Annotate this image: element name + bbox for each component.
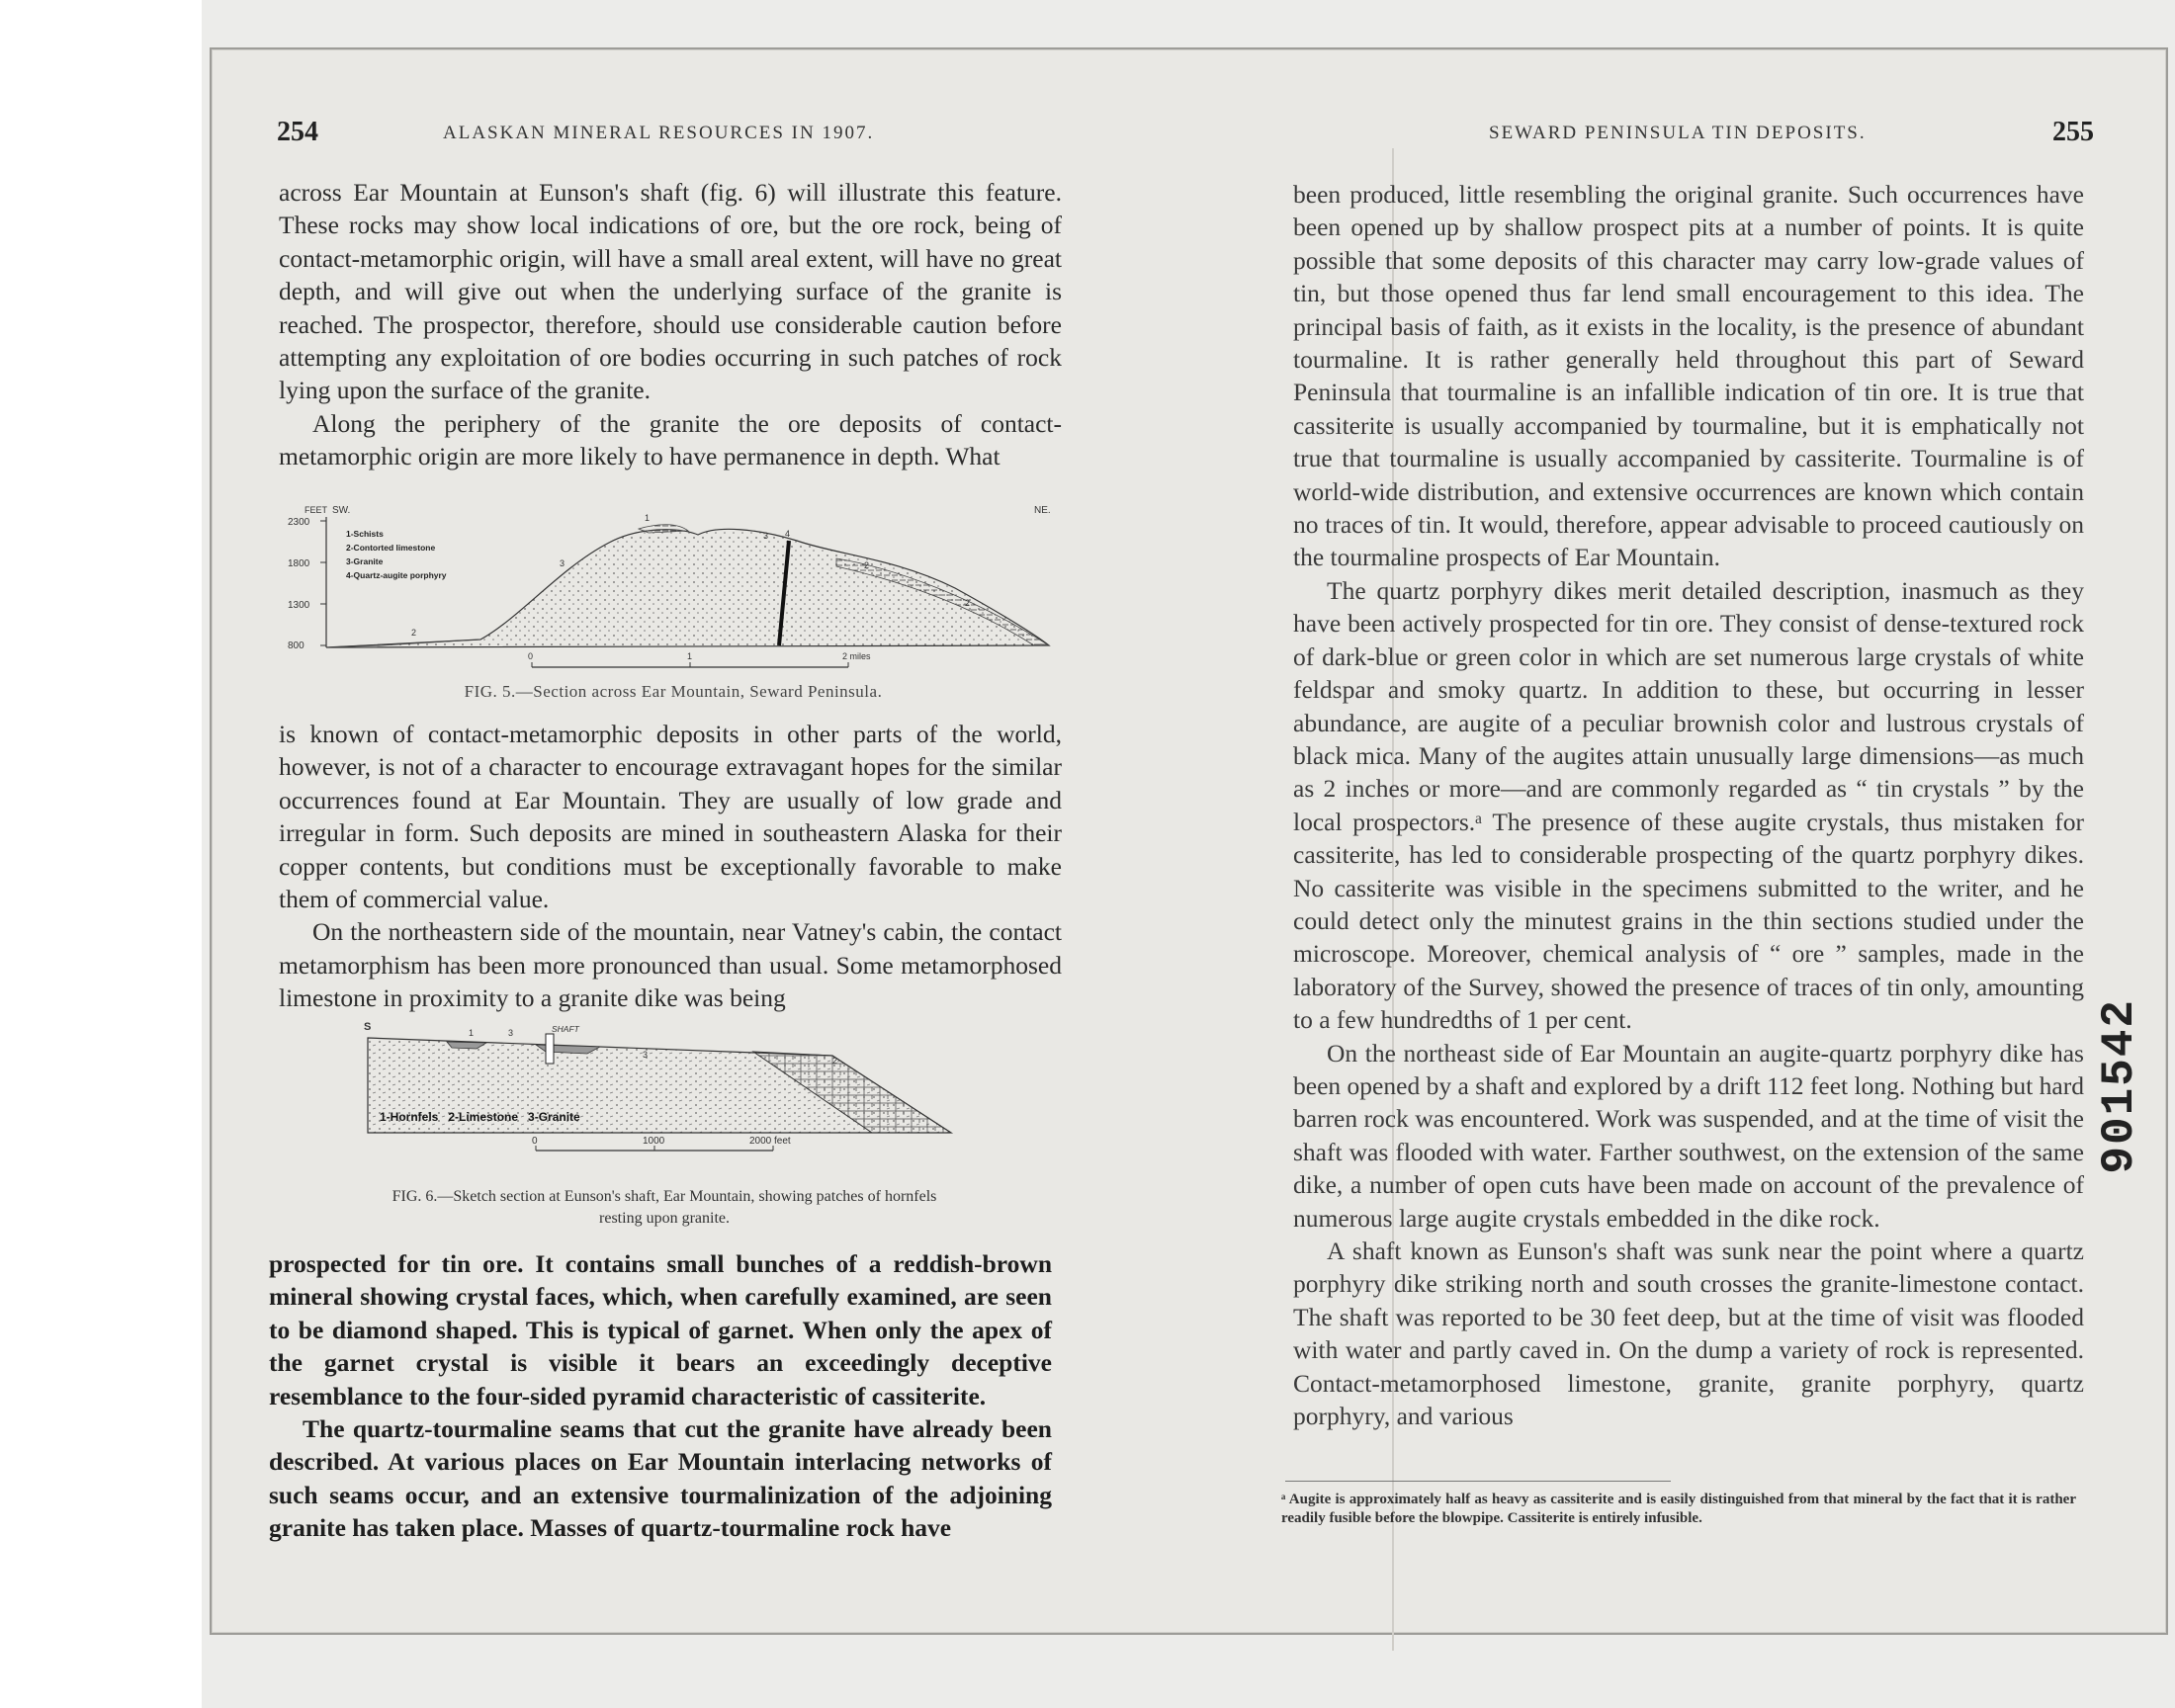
left-paragraph-6: The quartz-tourmaline seams that cut the granite have already been described. At various places on Ear Mountain interlacing networks of such seams occur, and an extensive tourmalinization of the adjoining granite has taken place. Masses of quartz-tourmaline rock have	[269, 1414, 1052, 1543]
left-page-number: 254	[277, 117, 318, 147]
fig5-legend-1: 1-Schists	[346, 529, 384, 539]
fig5-scale-0: 0	[528, 651, 534, 661]
archive-stamp-number: 901542	[2094, 998, 2145, 1174]
fig5-num-2a: 2	[411, 628, 417, 638]
fig6-scale-2: 2000 feet	[749, 1136, 791, 1147]
fig6-scale-1: 1000	[643, 1136, 665, 1147]
fig5-scale-2: 2 miles	[842, 651, 871, 661]
right-paragraph-2: The quartz porphyry dikes merit detailed description, inasmuch as they have been actively prospected for tin ore. They consist of dense-textured rock of dark-blue or green color in which are set numerous large crystals of white feldspar and smoky quartz. In addition to these, but occurring in lesser abundance, are augite of a peculiar brownish color and lustrous crystals of black mica. Many of the augites attain unusually large dimensions—as much as 2 inches or more—and are commonly regarded as “ tin crystals ” by the local prospectors.ᵃ The presence of these augite crystals, thus mistaken for cassiterite, has led to considerable prospecting of the quartz porphyry dikes. No cassiterite was visible in the specimens submitted to the writer, and he could detect only the minutest grains in the thin sections studied under the microscope. Moreover, chemical analysis of “ ore ” samples, made in the laboratory of the Survey, showed the presence of traces of tin only, amounting to a few hundredths of 1 per cent.	[1293, 575, 2084, 1035]
left-paragraph-2: Along the periphery of the granite the ore deposits of contact-metamorphic origin are more likely to have permanence in depth. What	[279, 408, 1062, 471]
figure-6-caption	[269, 1186, 1060, 1230]
fig5-elev-800: 800	[288, 640, 304, 651]
fig6-legend: 1-Hornfels 2-Limestone 3-Granite	[380, 1110, 580, 1124]
fig5-num-3b: 3	[763, 531, 769, 541]
right-column	[1293, 178, 2084, 1432]
left-paragraph-5: prospected for tin ore. It contains small bunches of a reddish-brown mineral showing crystal faces, which, when carefully examined, are seen to be diamond shaped. This is typical of garnet. When only the apex of the garnet crystal is visible it bears an exceedingly deceptive resemblance to the four-sided pyramid characteristic of cassiterite.	[269, 1249, 1052, 1410]
left-paragraph-1: across Ear Mountain at Eunson's shaft (fig. 6) will illustrate this feature. These rocks may show local indications of ore, but the ore rock, being of contact-metamorphic origin, will have a small areal extent, will have no great depth, and will give out when the underlying surface of the granite is reached. The prospector, therefore, should use considerable caution before attempting any exploitation of ore bodies occurring in such patches of rock lying upon the surface of the granite.	[279, 178, 1062, 405]
fig5-scale-1: 1	[687, 651, 693, 661]
fig5-ne-label: NE.	[1034, 505, 1051, 516]
footnote-rule	[1285, 1481, 1671, 1482]
fig6-shaft	[546, 1034, 554, 1064]
left-running-head: ALASKAN MINERAL RESOURCES IN 1907.	[443, 123, 875, 143]
fig6-num-3b: 3	[643, 1050, 649, 1060]
right-page-number: 255	[2052, 117, 2094, 147]
fig5-feet-label: FEET	[304, 505, 328, 515]
fig5-schist-cap	[639, 525, 688, 533]
figure-5-caption: FIG. 5.—Section across Ear Mountain, Seward Peninsula.	[464, 682, 883, 701]
fig5-num-1: 1	[645, 513, 651, 523]
left-column-top	[279, 176, 1062, 473]
fig5-num-3a: 3	[560, 558, 566, 568]
left-paragraph-4: On the northeastern side of the mountain, near Vatney's cabin, the contact metamorphism has been more pronounced than usual. Some metamorphosed limestone in proximity to a granite dike was being	[279, 917, 1062, 1013]
left-paragraph-3: is known of contact-metamorphic deposits in other parts of the world, however, is not of a character to encourage extravagant hopes for the similar occurrences found at Ear Mountain. They are usually of low grade and irregular in form. Such deposits are mined in southeastern Alaska for their copper contents, but conditions must be exceptionally favorable to make them of commercial value.	[279, 720, 1062, 914]
right-paragraph-3: On the northeast side of Ear Mountain an augite-quartz porphyry dike has been opened by a shaft and explored by a drift 112 feet long. Nothing but hard barren rock was encountered. Work was suspended, and at the time of visit the shaft was flooded with water. Farther southwest, on the extension of the same dike, a number of open cuts have been made on account of the prevalence of numerous large augite crystals embedded in the dike rock.	[1293, 1038, 2084, 1233]
fig6-num-2: 2	[832, 1056, 838, 1066]
figure-6-shaft-section-diagram	[358, 1016, 971, 1164]
left-column-bottom	[269, 1247, 1052, 1545]
fig6-scale-0: 0	[532, 1136, 538, 1147]
fig6-num-1: 1	[469, 1028, 475, 1038]
fig6-s-label: S	[364, 1021, 372, 1033]
fig5-sw-label: SW.	[332, 505, 351, 516]
fig6-shaft-label: SHAFT	[552, 1024, 579, 1034]
fig5-legend-2: 2-Contorted limestone	[346, 543, 436, 553]
right-paragraph-1: been produced, little resembling the original granite. Such occurrences have been opened up by shallow prospect pits at a number of points. It is quite possible that some deposits of this character may carry low-grade values of tin, but those opened thus far lend small encouragement to this idea. The principal basis of faith, as it exists in the locality, is the presence of abundant tourmaline. It is rather generally held throughout this part of Seward Peninsula that tourmaline is an infallible indication of tin ore. It is true that cassiterite is usually accompanied by tourmaline, but it is emphatically not true that tourmaline is usually accompanied by cassiterite. Tourmaline is of world-wide distribution, and extensive occurrences are known which contain no traces of tin. It would, therefore, appear advisable to proceed cautiously on the tourmaline prospects of Ear Mountain.	[1293, 180, 2084, 572]
left-column-middle	[279, 718, 1062, 1015]
fig6-num-3a: 3	[508, 1028, 514, 1038]
right-running-head: SEWARD PENINSULA TIN DEPOSITS.	[1489, 123, 1867, 143]
fig5-elev-2300: 2300	[288, 517, 310, 528]
right-footnote: ᵃ Augite is approximately half as heavy as cassiterite and is easily distinguished from that mineral by the fact that it is rather readily fusible before the blowpipe. Cassiterite is entirely infusible.	[1281, 1492, 2076, 1526]
fig5-legend-3: 3-Granite	[346, 556, 384, 566]
fig5-elev-1800: 1800	[288, 558, 310, 569]
fig5-num-2c: 2	[965, 598, 971, 608]
figure-6-caption-line-1: FIG. 6.—Sketch section at Eunson's shaft, Ear Mountain, showing patches of hornfels	[392, 1188, 937, 1205]
figure-6-caption-line-2: resting upon granite.	[599, 1210, 730, 1227]
figure-5-section-diagram	[283, 499, 1064, 677]
fig5-num-2b: 2	[864, 560, 870, 570]
fig5-num-4: 4	[785, 529, 791, 539]
fig5-legend-4: 4-Quartz-augite porphyry	[346, 570, 447, 580]
fig5-elev-1300: 1300	[288, 600, 310, 611]
scan-left-margin	[0, 0, 202, 1708]
right-paragraph-4: A shaft known as Eunson's shaft was sunk near the point where a quartz porphyry dike striking north and south crosses the granite-limestone contact. The shaft was reported to be 30 feet deep, but at the time of visit was flooded with water and partly caved in. On the dump a variety of rock is represented. Contact-metamorphosed limestone, granite, granite porphyry, quartz porphyry, and various	[1293, 1237, 2084, 1431]
